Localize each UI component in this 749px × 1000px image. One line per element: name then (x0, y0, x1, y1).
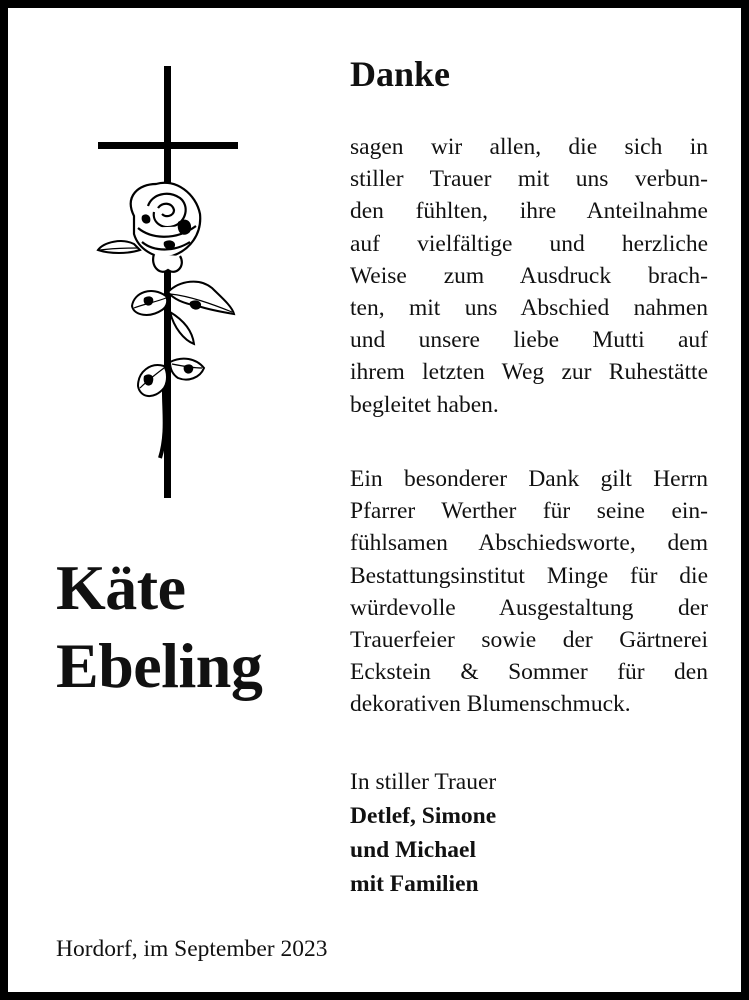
place-date: Hordorf, im September 2023 (56, 936, 328, 962)
signature-name: Detlef, Simone (350, 803, 497, 829)
paragraph-line: ihrem letzten Weg zur Ruhestätte (350, 359, 708, 386)
paragraph-line: Eckstein & Sommer für den (350, 659, 708, 686)
paragraph-line: Weise zum Ausdruck brach- (350, 262, 708, 289)
notice-heading: Danke (350, 54, 451, 94)
thanks-paragraph (350, 131, 708, 421)
paragraph-line: den fühlten, ihre Anteilnahme (350, 198, 708, 225)
paragraph-line: würdevolle Ausgestaltung der (350, 594, 708, 621)
paragraph-line: auf vielfältige und herzliche (350, 230, 708, 257)
deceased-last-name: Ebeling (56, 630, 263, 701)
cross-with-rose-icon (94, 66, 242, 502)
paragraph-line: Pfarrer Werther für seine ein- (350, 498, 708, 525)
paragraph-line: dekorativen Blumenschmuck. (350, 691, 631, 718)
paragraph-line: begleitet haben. (350, 391, 499, 418)
paragraph-line: fühlsamen Abschiedsworte, dem (350, 530, 708, 557)
paragraph-line: sagen wir allen, die sich in (350, 134, 708, 160)
signature-name: mit Familien (350, 871, 479, 897)
signature-intro: In stiller Trauer (350, 769, 497, 795)
signature-name: und Michael (350, 837, 477, 863)
paragraph-line: Trauerfeier sowie der Gärtnerei (350, 626, 708, 653)
paragraph-line: und unsere liebe Mutti auf (350, 327, 708, 354)
signature-block (350, 765, 496, 901)
special-thanks-paragraph (350, 463, 708, 721)
paragraph-line: ten, mit uns Abschied nahmen (350, 294, 708, 321)
paragraph-line: Ein besonderer Dank gilt Herrn (350, 466, 708, 492)
paragraph-line: Bestattungsinstitut Minge für die (350, 562, 708, 589)
deceased-first-name: Käte (56, 552, 186, 623)
paragraph-line: stiller Trauer mit uns verbun- (350, 166, 708, 193)
